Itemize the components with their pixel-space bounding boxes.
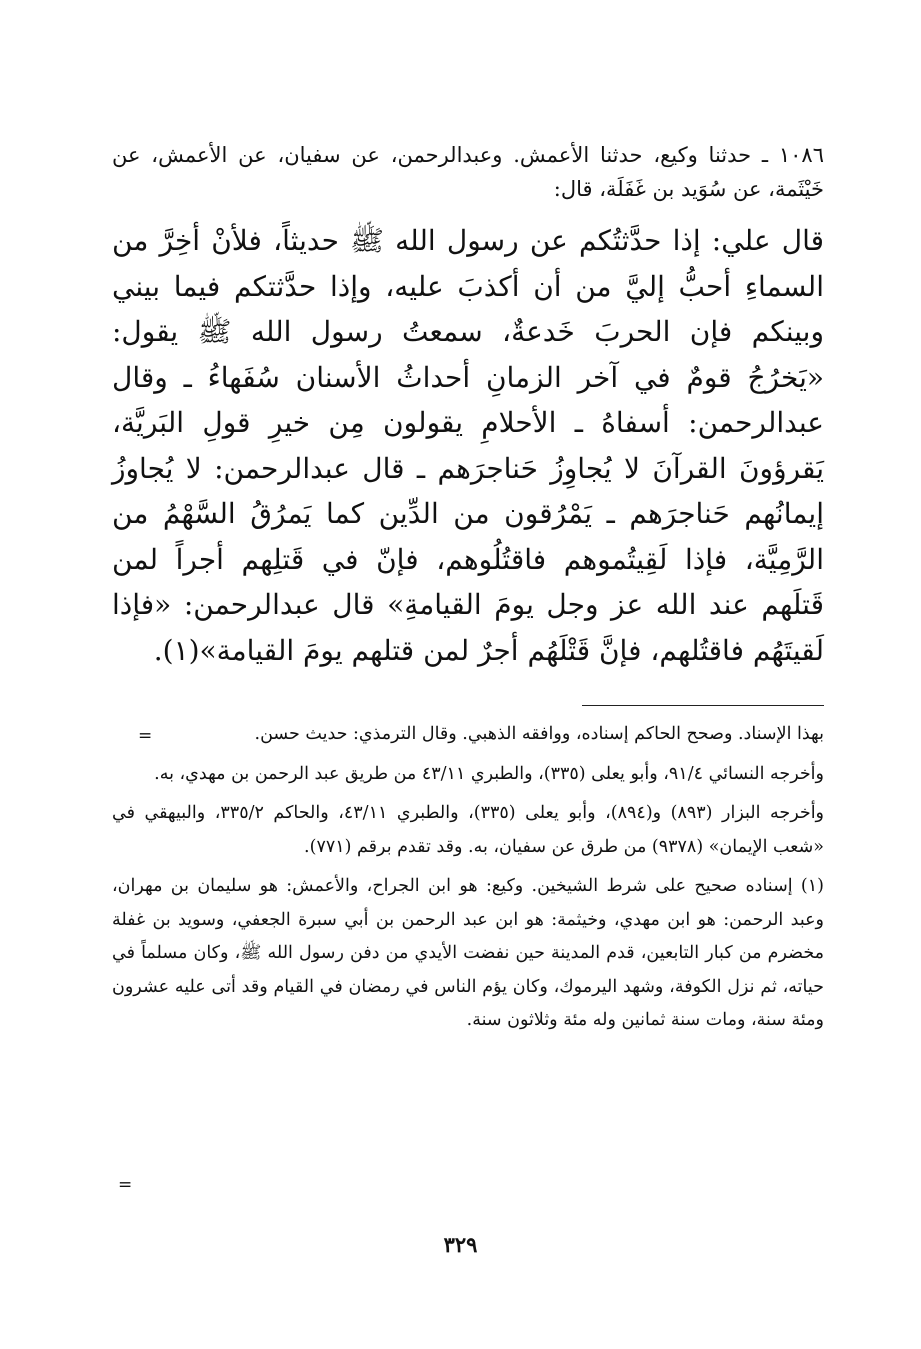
hadith-isnad: ١٠٨٦ ـ حدثنا وكيع، حدثنا الأعمش. وعبدالرحمن، عن سفيان، عن الأعمش، عن خَيْثَمة، عن سُوَيد بن غَفَلَة، قال: — [112, 143, 824, 201]
continuation-mark-top: = — [138, 726, 153, 746]
continuation-mark-bottom: = — [118, 1175, 133, 1195]
main-text — [112, 138, 824, 673]
footnote-paragraph: بهذا الإسناد. وصحح الحاكم إسناده، ووافقه الذهبي. وقال الترمذي: حديث حسن. — [254, 724, 824, 744]
footnote-paragraph: وأخرجه النسائي ٩١/٤، وأبو يعلى (٣٣٥)، والطبري ٤٣/١١ من طريق عبد الرحمن بن مهدي، به. — [154, 763, 824, 784]
footnote-paragraph: (١) إسناده صحيح على شرط الشيخين. وكيع: هو ابن الجراح، والأعمش: هو سليمان بن مهران، وعبد الرحمن: هو ابن مهدي، وخيثمة: هو ابن عبد الرحمن بن أبي سبرة الجعفي، وسويد بن غفلة مخضرم من كبار التابعين، قدم المدينة حين نفضت الأيدي من دفن رسول الله ﷺ، وكان مسلماً في حياته، ثم نزل الكوفة، وشهد اليرموك، وكان يؤم الناس في رمضان في القيام وقد أتى عليه عشرون ومئة سنة، ومات سنة ثمانين وله مئة وثلاثون سنة. — [112, 876, 824, 1030]
hadith-matn: قال علي: إذا حدَّثتُكم عن رسول الله ﷺ حديثاً، فلأنْ أخِرَّ من السماءِ أحبُّ إليَّ من أن أكذبَ عليه، وإذا حدَّثتكم فيما بيني وبينكم فإن الحربَ خَدعةٌ، سمعتُ رسول الله ﷺ يقول: «يَخرُجُ قومٌ في آخر الزمانِ أحداثُ الأسنان سُفَهاءُ ـ وقال عبدالرحمن: أسفاهُ ـ الأحلامِ يقولون مِن خيرِ قولِ البَريَّة، يَقرؤونَ القرآنَ لا يُجاوِزُ حَناجرَهم ـ قال عبدالرحمن: لا يُجاوزُ إيمانُهم حَناجرَهم ـ يَمْرُقون من الدِّين كما يَمرُقُ السَّهْمُ من الرَّمِيَّة، فإذا لَقِيتُموهم فاقتُلُوهم، فإنّ في قَتلِهم أجراً لمن قَتلَهم عند الله عز وجل يومَ القيامةِ» قال عبدالرحمن: «فإذا لَقيتَهُم فاقتُلهم، فإنَّ قَتْلَهُم أجرٌ لمن قتلهم يومَ القيامة»(١). — [112, 224, 824, 667]
footnotes — [112, 718, 824, 1044]
footnote-paragraph: وأخرجه البزار (٨٩٣) و(٨٩٤)، وأبو يعلى (٣٣٥)، والطبري ٤٣/١١، والحاكم ٣٣٥/٢، والبيهقي في «شعب الإيمان» (٩٣٧٨) من طرق عن سفيان، به. وقد تقدم برقم (٧٧١). — [112, 803, 825, 857]
footnote-divider — [582, 705, 824, 706]
page-number: ٣٢٩ — [443, 1232, 478, 1257]
